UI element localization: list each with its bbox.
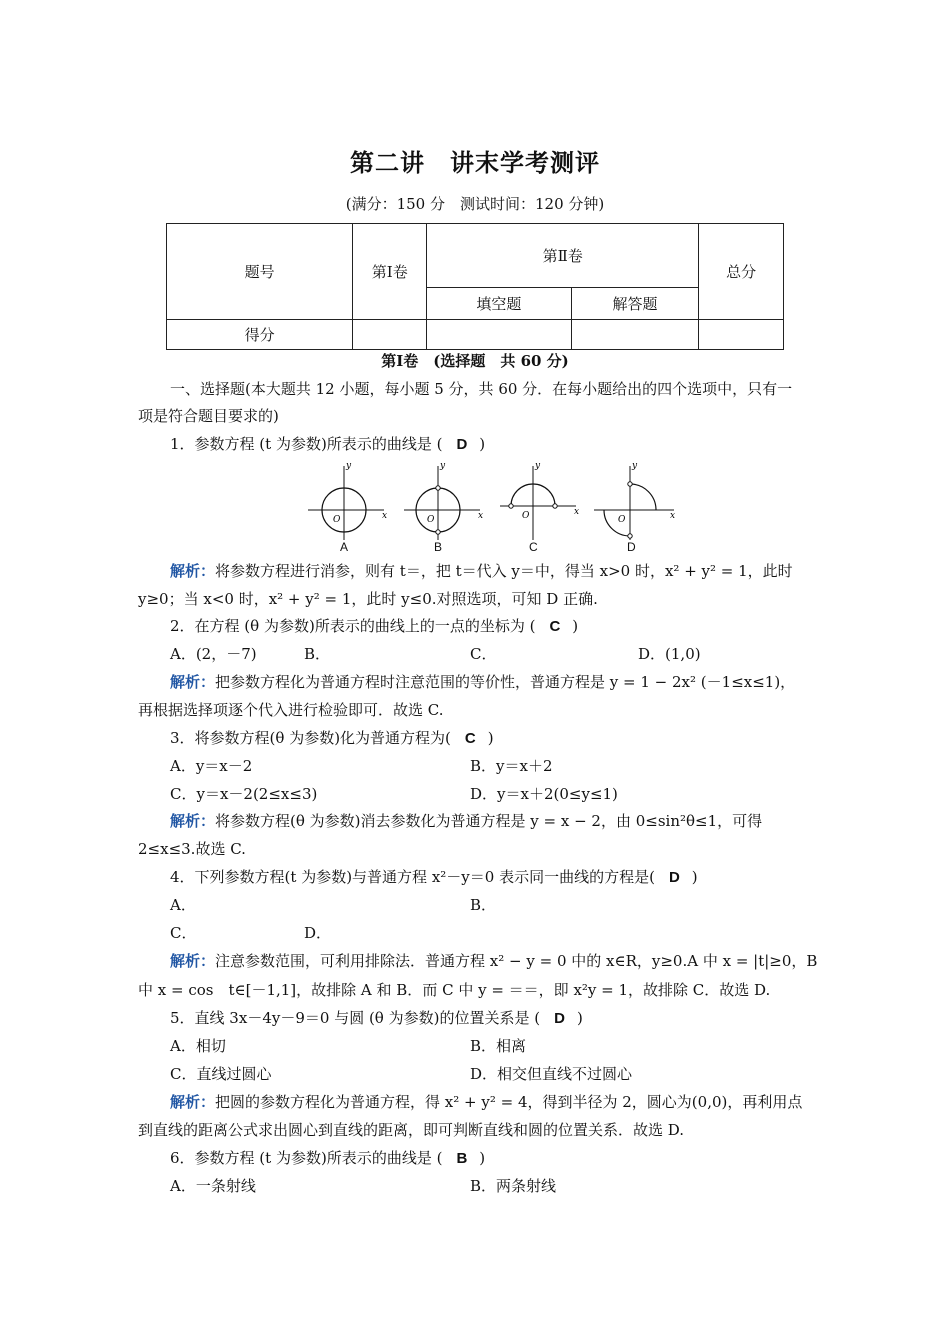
cell-empty bbox=[571, 320, 699, 350]
paren-close: ) bbox=[576, 1009, 583, 1027]
analysis-text: 把参数方程化为普通方程时注意范围的等价性，普通方程是 y = 1 − 2x² (－1≤x≤1)， bbox=[215, 673, 796, 691]
axis-x-label: x bbox=[478, 511, 484, 521]
cell-total: 总分 bbox=[699, 224, 784, 320]
option-b: B．两条射线 bbox=[470, 1177, 557, 1195]
question-stem: 3．将参数方程(θ 为参数)化为普通方程为( bbox=[170, 729, 451, 747]
paren-close: ) bbox=[691, 868, 698, 886]
option-a: A．(2，－7) bbox=[170, 645, 257, 663]
answer-letter: D bbox=[456, 436, 468, 453]
question-stem: 1．参数方程 (t 为参数)所表示的曲线是 ( bbox=[170, 435, 443, 453]
analysis-label: 解析： bbox=[170, 673, 216, 691]
cell-score: 得分 bbox=[167, 320, 353, 350]
option-a: A．y＝x－2 bbox=[170, 757, 253, 775]
axis-y-label: y bbox=[440, 461, 446, 471]
answer-letter: B bbox=[456, 1150, 468, 1167]
paren-close: ) bbox=[479, 1149, 486, 1167]
axis-x-label: x bbox=[574, 507, 580, 517]
analysis-label: 解析： bbox=[170, 1093, 216, 1111]
score-table bbox=[166, 223, 784, 350]
figure-label-c: C bbox=[529, 540, 538, 554]
figure-d bbox=[594, 466, 674, 540]
cell-empty bbox=[427, 320, 572, 350]
axis-x-label: x bbox=[670, 511, 676, 521]
origin-label: O bbox=[522, 511, 530, 521]
cell-empty bbox=[353, 320, 427, 350]
option-c: C．y＝x－2(2≤x≤3) bbox=[170, 785, 318, 803]
analysis-text: 注意参数范围，可利用排除法．普通方程 x² − y = 0 中的 x∈R，y≥0.A 中 x = |t|≥0，B bbox=[215, 952, 818, 970]
question-1 bbox=[170, 433, 850, 456]
section-intro-2: 项是符合题目要求的) bbox=[138, 407, 279, 425]
analysis-label: 解析： bbox=[170, 562, 216, 580]
answer-letter: C bbox=[464, 730, 476, 747]
analysis-text: 将参数方程进行消参，则有 t＝，把 t＝代入 y＝中，得当 x>0 时，x² + y² = 1，此时 bbox=[215, 562, 793, 580]
option-b: B．y＝x＋2 bbox=[470, 757, 553, 775]
question-stem: 2．在方程 (θ 为参数)所表示的曲线上的一点的坐标为 ( bbox=[170, 617, 536, 635]
origin-label: O bbox=[618, 515, 626, 525]
question-3 bbox=[170, 727, 850, 750]
q4-analysis-2: 中 x = cos t∈[－1,1]，故排除 A 和 B．而 C 中 y = ＝＝，即 x²y = 1，故排除 C．故选 D. bbox=[138, 981, 771, 999]
axis-x-label: x bbox=[382, 511, 388, 521]
q5-analysis-1 bbox=[170, 1091, 850, 1113]
q2-analysis-2: 再根据选择项逐个代入进行检验即可．故选 C. bbox=[138, 701, 444, 719]
page-subtitle: (满分：150 分 测试时间：120 分钟) bbox=[345, 195, 605, 213]
question-stem: 6．参数方程 (t 为参数)所表示的曲线是 ( bbox=[170, 1149, 443, 1167]
option-b: B． bbox=[304, 645, 331, 663]
cell-juan2: 第Ⅱ卷 bbox=[427, 224, 699, 288]
axis-y-label: y bbox=[632, 461, 638, 471]
figure-label-d: D bbox=[627, 540, 636, 554]
option-d: D．相交但直线不过圆心 bbox=[470, 1065, 633, 1083]
option-c: C． bbox=[470, 645, 497, 663]
q5-options-row1 bbox=[170, 1035, 850, 1057]
q2-options bbox=[170, 643, 850, 665]
cell-fill: 填空题 bbox=[427, 288, 572, 320]
figure-label-b: B bbox=[434, 540, 443, 554]
q1-analysis-2: y≥0；当 x<0 时，x² + y² = 1，此时 y≤0.对照选项，可知 D 正确. bbox=[138, 590, 598, 608]
option-a: A． bbox=[170, 896, 196, 914]
option-c: C． bbox=[170, 924, 197, 942]
paren-close: ) bbox=[572, 617, 579, 635]
analysis-label: 解析： bbox=[170, 952, 216, 970]
question-5 bbox=[170, 1007, 850, 1030]
q1-analysis-1 bbox=[170, 560, 850, 582]
cell-empty bbox=[699, 320, 784, 350]
answer-letter: C bbox=[549, 618, 561, 635]
q3-options-row2 bbox=[170, 783, 850, 805]
origin-label: O bbox=[333, 515, 341, 525]
section-intro bbox=[170, 378, 850, 400]
cell-tihao: 题号 bbox=[167, 224, 353, 320]
paren-close: ) bbox=[487, 729, 494, 747]
option-b: B．相离 bbox=[470, 1037, 527, 1055]
paren-close: ) bbox=[479, 435, 486, 453]
cell-solve: 解答题 bbox=[571, 288, 699, 320]
q2-analysis-1 bbox=[170, 671, 850, 693]
figure-label-a: A bbox=[340, 540, 349, 554]
figure-b bbox=[404, 466, 480, 540]
question-stem: 5．直线 3x－4y－9＝0 与圆 (θ 为参数)的位置关系是 ( bbox=[170, 1009, 541, 1027]
q3-analysis-2: 2≤x≤3.故选 C. bbox=[138, 840, 246, 858]
question-6 bbox=[170, 1147, 850, 1170]
option-b: B． bbox=[470, 896, 497, 914]
analysis-text: 把圆的参数方程化为普通方程，得 x² + y² = 4，得到半径为 2，圆心为(0,0)，再利用点 bbox=[215, 1093, 803, 1111]
axis-y-label: y bbox=[535, 461, 541, 471]
analysis-text: 将参数方程(θ 为参数)消去参数化为普通方程是 y = x − 2，由 0≤sin²θ≤1，可得 bbox=[215, 812, 763, 830]
option-a: A．相切 bbox=[170, 1037, 226, 1055]
option-d: D． bbox=[304, 924, 332, 942]
q6-options-row1 bbox=[170, 1175, 850, 1197]
option-a: A．一条射线 bbox=[170, 1177, 256, 1195]
option-d: D．y＝x＋2(0≤y≤1) bbox=[470, 785, 618, 803]
q3-analysis-1 bbox=[170, 810, 850, 832]
q4-analysis-1 bbox=[170, 950, 850, 972]
cell-juan1: 第Ⅰ卷 bbox=[353, 224, 427, 320]
axis-y-label: y bbox=[346, 461, 352, 471]
q5-options-row2 bbox=[170, 1063, 850, 1085]
option-c: C．直线过圆心 bbox=[170, 1065, 272, 1083]
page-title: 第二讲 讲末学考测评 bbox=[350, 148, 600, 177]
question-4 bbox=[170, 866, 850, 889]
answer-letter: D bbox=[668, 869, 680, 886]
q4-options-row1 bbox=[170, 894, 850, 916]
option-d: D．(1,0) bbox=[638, 645, 701, 663]
figure-c bbox=[500, 466, 576, 540]
figure-a bbox=[308, 466, 384, 540]
question-2 bbox=[170, 615, 850, 638]
origin-label: O bbox=[427, 515, 435, 525]
q3-options-row1 bbox=[170, 755, 850, 777]
section-title: 第Ⅰ卷 (选择题 共 60 分) bbox=[381, 352, 569, 370]
analysis-label: 解析： bbox=[170, 812, 216, 830]
answer-letter: D bbox=[554, 1010, 565, 1027]
q4-options-row2 bbox=[170, 922, 850, 944]
q5-analysis-2: 到直线的距离公式求出圆心到直线的距离，即可判断直线和圆的位置关系．故选 D. bbox=[138, 1121, 685, 1139]
intro-line1: 一、选择题(本大题共 12 小题，每小题 5 分，共 60 分．在每小题给出的四个选项中，只有一 bbox=[170, 380, 793, 398]
question-stem: 4．下列参数方程(t 为参数)与普通方程 x²－y＝0 表示同一曲线的方程是( bbox=[170, 868, 655, 886]
